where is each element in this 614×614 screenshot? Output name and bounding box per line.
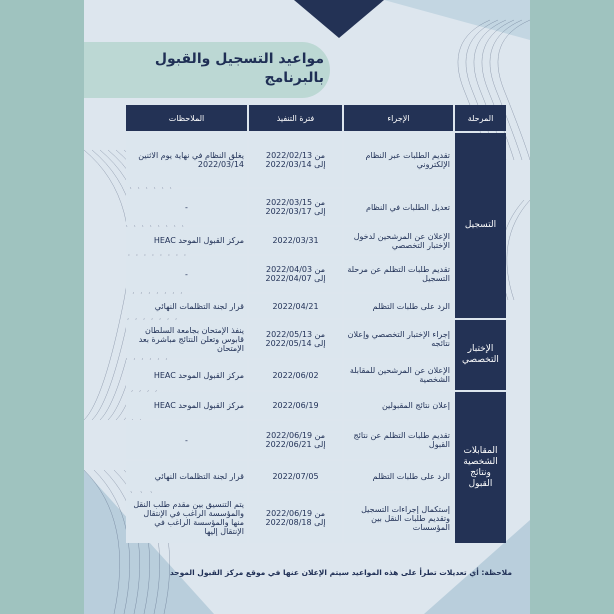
top-right-shape: [384, 0, 530, 40]
notes-cell: قرار لجنة التظلمات النهائي: [126, 461, 247, 491]
stage-exam: الإختبار التخصصي: [455, 320, 506, 390]
notes-cell: يتم التنسيق بين مقدم طلب النقل والمؤسسة الراغب في الإنتقال منها والمؤسسة الراغب في الإنتقال إليها: [126, 493, 247, 543]
table-row: [126, 392, 506, 419]
period-cell: 2022/07/05: [249, 461, 342, 491]
period-to: إلى 2022/05/14: [265, 339, 326, 348]
period-from: من 2022/03/15: [265, 198, 326, 207]
notes-cell: مركز القبول الموحد HEAC: [126, 227, 247, 254]
schedule-table: [124, 103, 508, 545]
table-row: [126, 461, 506, 491]
notes-cell: قرار لجنة التظلمات النهائي: [126, 294, 247, 318]
title-line-1: مواعيد التسجيل والقبول: [154, 51, 324, 67]
header-stage: المرحلة: [455, 105, 506, 131]
header-period: فترة التنفيذ: [249, 105, 342, 131]
period-from: من 2022/06/19: [265, 431, 326, 440]
procedure-cell: تقديم الطلبات عبر النظام الإلكتروني: [344, 133, 453, 187]
period-to: إلى 2022/03/17: [265, 207, 326, 216]
period-cell: [249, 493, 342, 543]
procedure-cell: إستكمال إجراءات التسجيل وتقديم طلبات النقل بين المؤسسات: [344, 493, 453, 543]
notes-cell: -: [126, 421, 247, 459]
procedure-cell: تقديم طلبات التظلم عن مرحلة التسجيل: [344, 256, 453, 292]
period-from: من 2022/05/13: [265, 330, 326, 339]
period-cell: [249, 189, 342, 225]
notes-cell: يغلق النظام في نهاية يوم الاثنين 2022/03/14: [126, 133, 247, 187]
procedure-cell: الرد على طلبات التظلم: [344, 294, 453, 318]
procedure-cell: الإعلان عن المرشحين لدخول الإختبار التخصصي: [344, 227, 453, 254]
table-row: [126, 133, 506, 187]
page-title: [94, 50, 324, 88]
footnote: ملاحظة: أي تعديلات تطرأ على هذه المواعيد سيتم الإعلان عنها في موقع مركز القبول الموحد: [169, 568, 512, 577]
notes-cell: مركز القبول الموحد HEAC: [126, 360, 247, 390]
period-from: من 2022/04/03: [265, 265, 326, 274]
header-procedure: الإجراء: [344, 105, 453, 131]
period-from: من 2022/06/19: [265, 509, 326, 518]
title-banner: [84, 42, 330, 98]
notes-cell: -: [126, 256, 247, 292]
stage-interview: المقابلات الشخصية ونتائج القبول: [455, 392, 506, 543]
procedure-cell: إجراء الإختبار التخصصي وإعلان نتائجه: [344, 320, 453, 358]
procedure-cell: إعلان نتائج المقبولين: [344, 392, 453, 419]
stage-registration: التسجيل: [455, 133, 506, 318]
period-to: إلى 2022/06/21: [265, 440, 326, 449]
top-triangle-shape: [294, 0, 384, 38]
period-cell: [249, 133, 342, 187]
period-cell: 2022/03/31: [249, 227, 342, 254]
header-notes: الملاحظات: [126, 105, 247, 131]
period-to: إلى 2022/04/07: [265, 274, 326, 283]
notes-cell: -: [126, 189, 247, 225]
table-row: [126, 421, 506, 459]
period-from: من 2022/02/13: [265, 151, 326, 160]
period-cell: 2022/06/19: [249, 392, 342, 419]
table-row: [126, 294, 506, 318]
procedure-cell: تعديل الطلبات في النظام: [344, 189, 453, 225]
period-cell: 2022/06/02: [249, 360, 342, 390]
period-cell: [249, 421, 342, 459]
table-row: [126, 227, 506, 254]
table-row: [126, 320, 506, 358]
table-row: [126, 493, 506, 543]
notes-cell: ينفذ الإمتحان بجامعة السلطان قابوس وتعلن النتائج مباشرة بعد الإمتحان: [126, 320, 247, 358]
period-to: إلى 2022/08/18: [265, 518, 326, 527]
period-cell: [249, 320, 342, 358]
notes-cell: مركز القبول الموحد HEAC: [126, 392, 247, 419]
period-cell: [249, 256, 342, 292]
table-row: [126, 256, 506, 292]
procedure-cell: الإعلان عن المرشحين للمقابلة الشخصية: [344, 360, 453, 390]
title-line-2: بالبرنامج: [264, 70, 324, 86]
period-cell: 2022/04/21: [249, 294, 342, 318]
procedure-cell: الرد على طلبات التظلم: [344, 461, 453, 491]
table-row: [126, 360, 506, 390]
procedure-cell: تقديم طلبات التظلم عن نتائج القبول: [344, 421, 453, 459]
table-header-row: [126, 105, 506, 131]
table-row: [126, 189, 506, 225]
period-to: إلى 2022/03/14: [265, 160, 326, 169]
